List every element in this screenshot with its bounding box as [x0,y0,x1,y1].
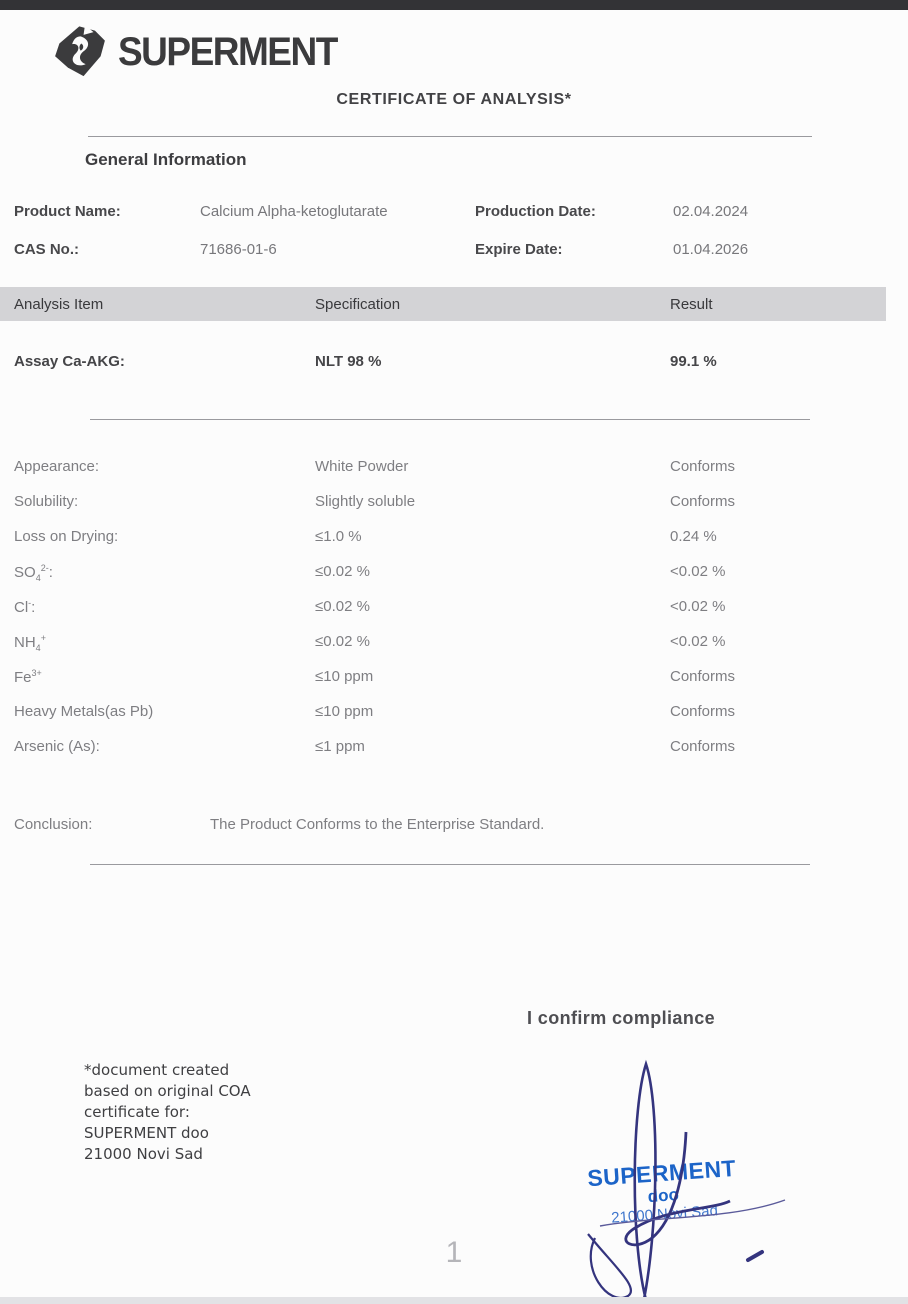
logo [48,22,337,82]
footnote-line: *document created [84,1061,230,1079]
row-result: Conforms [670,458,736,475]
certificate-title: CERTIFICATE OF ANALYSIS* [336,91,572,108]
section-heading: General Information [85,150,247,169]
header-analysis-item: Analysis Item [14,296,104,313]
footnote-line: certificate for: [84,1103,190,1121]
header-specification: Specification [315,296,401,313]
expire-date-label: Expire Date: [475,241,563,258]
production-date-label: Production Date: [475,203,596,220]
row-spec: ≤1 ppm [315,738,365,755]
row-spec: ≤0.02 % [315,598,370,615]
scan-edge-top [0,0,908,10]
stamp-company-name: SUPERMENT [586,1154,737,1192]
row-label: Loss on Drying: [14,528,119,545]
cas-number-value: 71686-01-6 [200,241,277,258]
row-spec: ≤0.02 % [315,563,370,580]
row-result: Conforms [670,738,736,755]
row-result: <0.02 % [670,563,726,580]
header-result: Result [670,296,713,313]
expire-date-value: 01.04.2026 [673,241,749,258]
divider-mid [90,419,810,420]
stamp-company-city: 21000 Novi Sad [610,1202,719,1227]
conclusion-value: The Product Conforms to the Enterprise Standard. [210,816,545,833]
row-result: Conforms [670,703,736,720]
brand-text: SUPERMENT [118,29,337,74]
row-result: Conforms [670,668,736,685]
row-label: Solubility: [14,493,79,510]
row-result: <0.02 % [670,598,726,615]
product-name-label: Product Name: [14,203,121,220]
production-date-value: 02.04.2024 [673,203,749,220]
page-number: 1 [445,1236,463,1269]
confirm-compliance-text: I confirm compliance [527,1008,716,1028]
footnote-line: SUPERMENT doo [84,1124,209,1142]
row-label: $NH_4^+$ [14,633,46,653]
superment-drop-logo-icon [48,22,112,82]
row-spec: White Powder [315,458,409,475]
scan-edge-bottom [0,1297,908,1304]
divider-top [88,136,812,137]
conclusion-label: Conclusion: [14,816,93,833]
row-spec: ≤10 ppm [315,668,374,685]
assay-result: 99.1 % [670,353,717,370]
row-spec: ≤10 ppm [315,703,374,720]
row-label: $SO_4^{2-}$: [14,563,53,583]
row-label: Cl-: [14,598,36,616]
row-spec: ≤1.0 % [315,528,362,545]
analysis-table-header [0,287,886,321]
row-label: $Fe^{3+}$ [14,668,42,686]
divider-bottom [90,864,810,865]
footnote-line: 21000 Novi Sad [84,1145,203,1163]
row-spec: Slightly soluble [315,493,416,510]
cas-number-label: CAS No.: [14,241,79,258]
stamp-company-type: doo [647,1185,680,1207]
row-spec: ≤0.02 % [315,633,370,650]
row-result: <0.02 % [670,633,726,650]
row-result: Conforms [670,493,736,510]
row-label: Heavy Metals(as Pb) [14,703,154,720]
product-name-value: Calcium Alpha-ketoglutarate [200,203,388,220]
assay-label: Assay Ca-AKG: [14,353,125,370]
footnote-line: based on original COA [84,1082,251,1100]
row-label: Arsenic (As): [14,738,100,755]
row-result: 0.24 % [670,528,717,545]
footnote [84,1060,251,1165]
row-label: Appearance: [14,458,100,475]
assay-spec: NLT 98 % [315,353,382,370]
